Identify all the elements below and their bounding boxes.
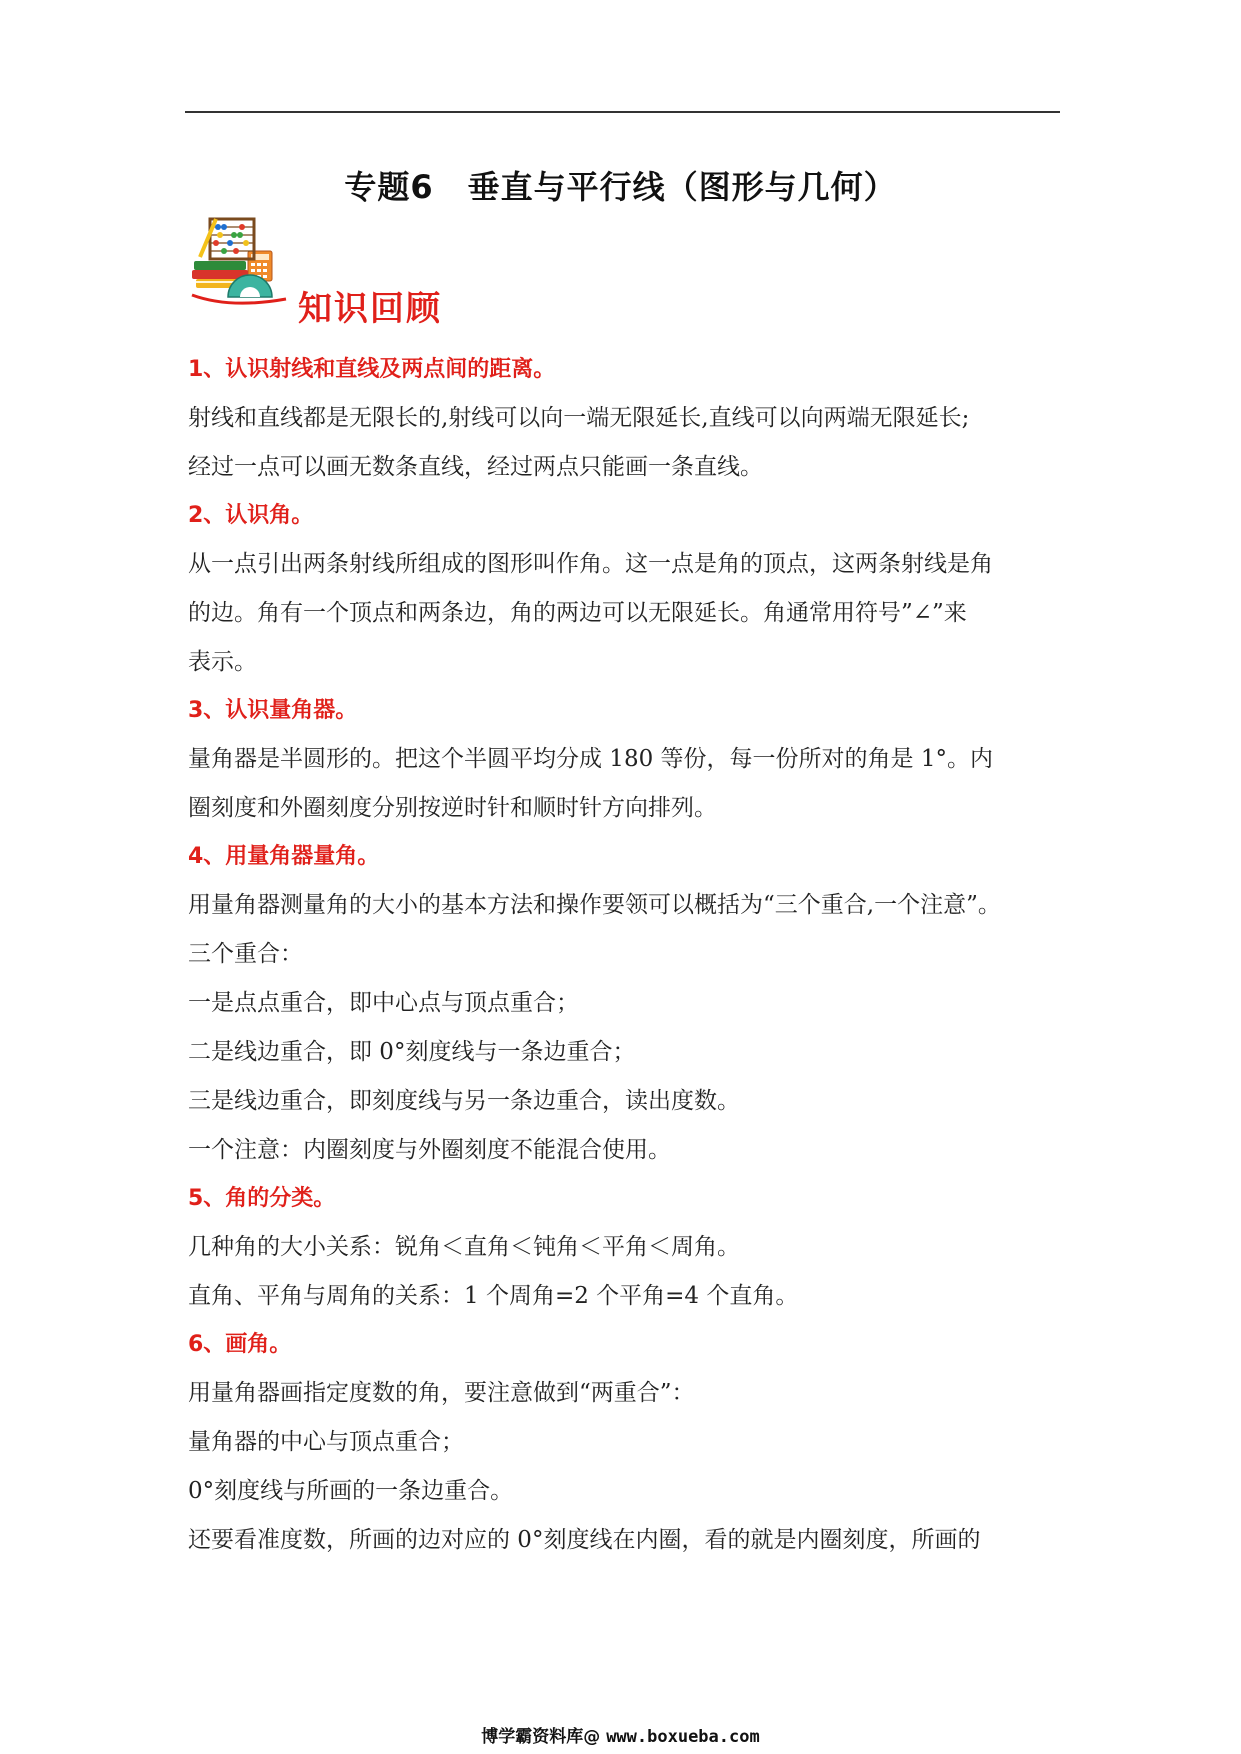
paragraph-line: 二是线边重合，即 0°刻度线与一条边重合； [188,1039,636,1065]
title-topic-name: 垂直与平行线（图形与几何） [467,168,897,206]
section-heading: 2、认识角。 [188,503,314,528]
paragraph-line: 用量角器测量角的大小的基本方法和操作要领可以概括为“三个重合,一个注意”。 [188,892,1001,918]
banner-title: 知识回顾 [298,289,442,329]
paragraph-line: 一是点点重合，即中心点与顶点重合； [188,990,579,1016]
paragraph-line: 的边。角有一个顶点和两条边，角的两边可以无限延长。角通常用符号”∠”来 [188,600,967,626]
paragraph-line: 还要看准度数，所画的边对应的 0°刻度线在内圈，看的就是内圈刻度，所画的 [188,1527,981,1553]
section-heading: 6、画角。 [188,1332,292,1357]
paragraph-line: 从一点引出两条射线所组成的图形叫作角。这一点是角的顶点，这两条射线是角 [188,551,993,577]
paragraph-line: 三个重合： [188,941,303,967]
paragraph-line: 几种角的大小关系：锐角＜直角＜钝角＜平角＜周角。 [188,1234,740,1260]
paragraph-line: 圈刻度和外圈刻度分别按逆时针和顺时针方向排列。 [188,795,717,821]
abacus-books-protractor-calculator-icon [190,213,290,313]
section-heading: 4、用量角器量角。 [188,844,380,869]
paragraph-line: 一个注意：内圈刻度与外圈刻度不能混合使用。 [188,1137,671,1163]
section-drawing-angles [188,1321,1068,1565]
footer-url-link[interactable]: www.boxueba.com [606,1727,760,1747]
section-measuring-angles [188,833,1068,1175]
paragraph-line: 经过一点可以画无数条直线，经过两点只能画一条直线。 [188,454,763,480]
knowledge-content [188,346,1068,1565]
paragraph-line: 0°刻度线与所画的一条边重合。 [188,1478,514,1504]
section-heading: 5、角的分类。 [188,1186,336,1211]
paragraph-line: 直角、平角与周角的关系：1 个周角=2 个平角=4 个直角。 [188,1283,799,1309]
paragraph-line: 射线和直线都是无限长的,射线可以向一端无限延长,直线可以向两端无限延长; [188,405,970,431]
paragraph-line: 三是线边重合，即刻度线与另一条边重合，读出度数。 [188,1088,740,1114]
footer-site-name: 博学霸资料库@ [481,1727,601,1747]
section-angles [188,492,1068,687]
section-heading: 3、认识量角器。 [188,698,358,723]
paragraph-line: 量角器是半圆形的。把这个半圆平均分成 180 等份，每一份所对的角是 1°。内 [188,746,993,772]
page-title [0,162,1241,208]
section-angle-classification [188,1175,1068,1321]
section-protractor [188,687,1068,833]
knowledge-review-banner [190,213,450,333]
page-footer [0,1722,1241,1747]
paragraph-line: 用量角器画指定度数的角，要注意做到“两重合”： [188,1380,695,1406]
paragraph-line: 量角器的中心与顶点重合； [188,1429,464,1455]
header-rule [185,111,1060,113]
section-rays-and-lines [188,346,1068,492]
title-topic-number: 专题6 [344,168,434,206]
paragraph-line: 表示。 [188,649,257,675]
section-heading: 1、认识射线和直线及两点间的距离。 [188,357,556,382]
